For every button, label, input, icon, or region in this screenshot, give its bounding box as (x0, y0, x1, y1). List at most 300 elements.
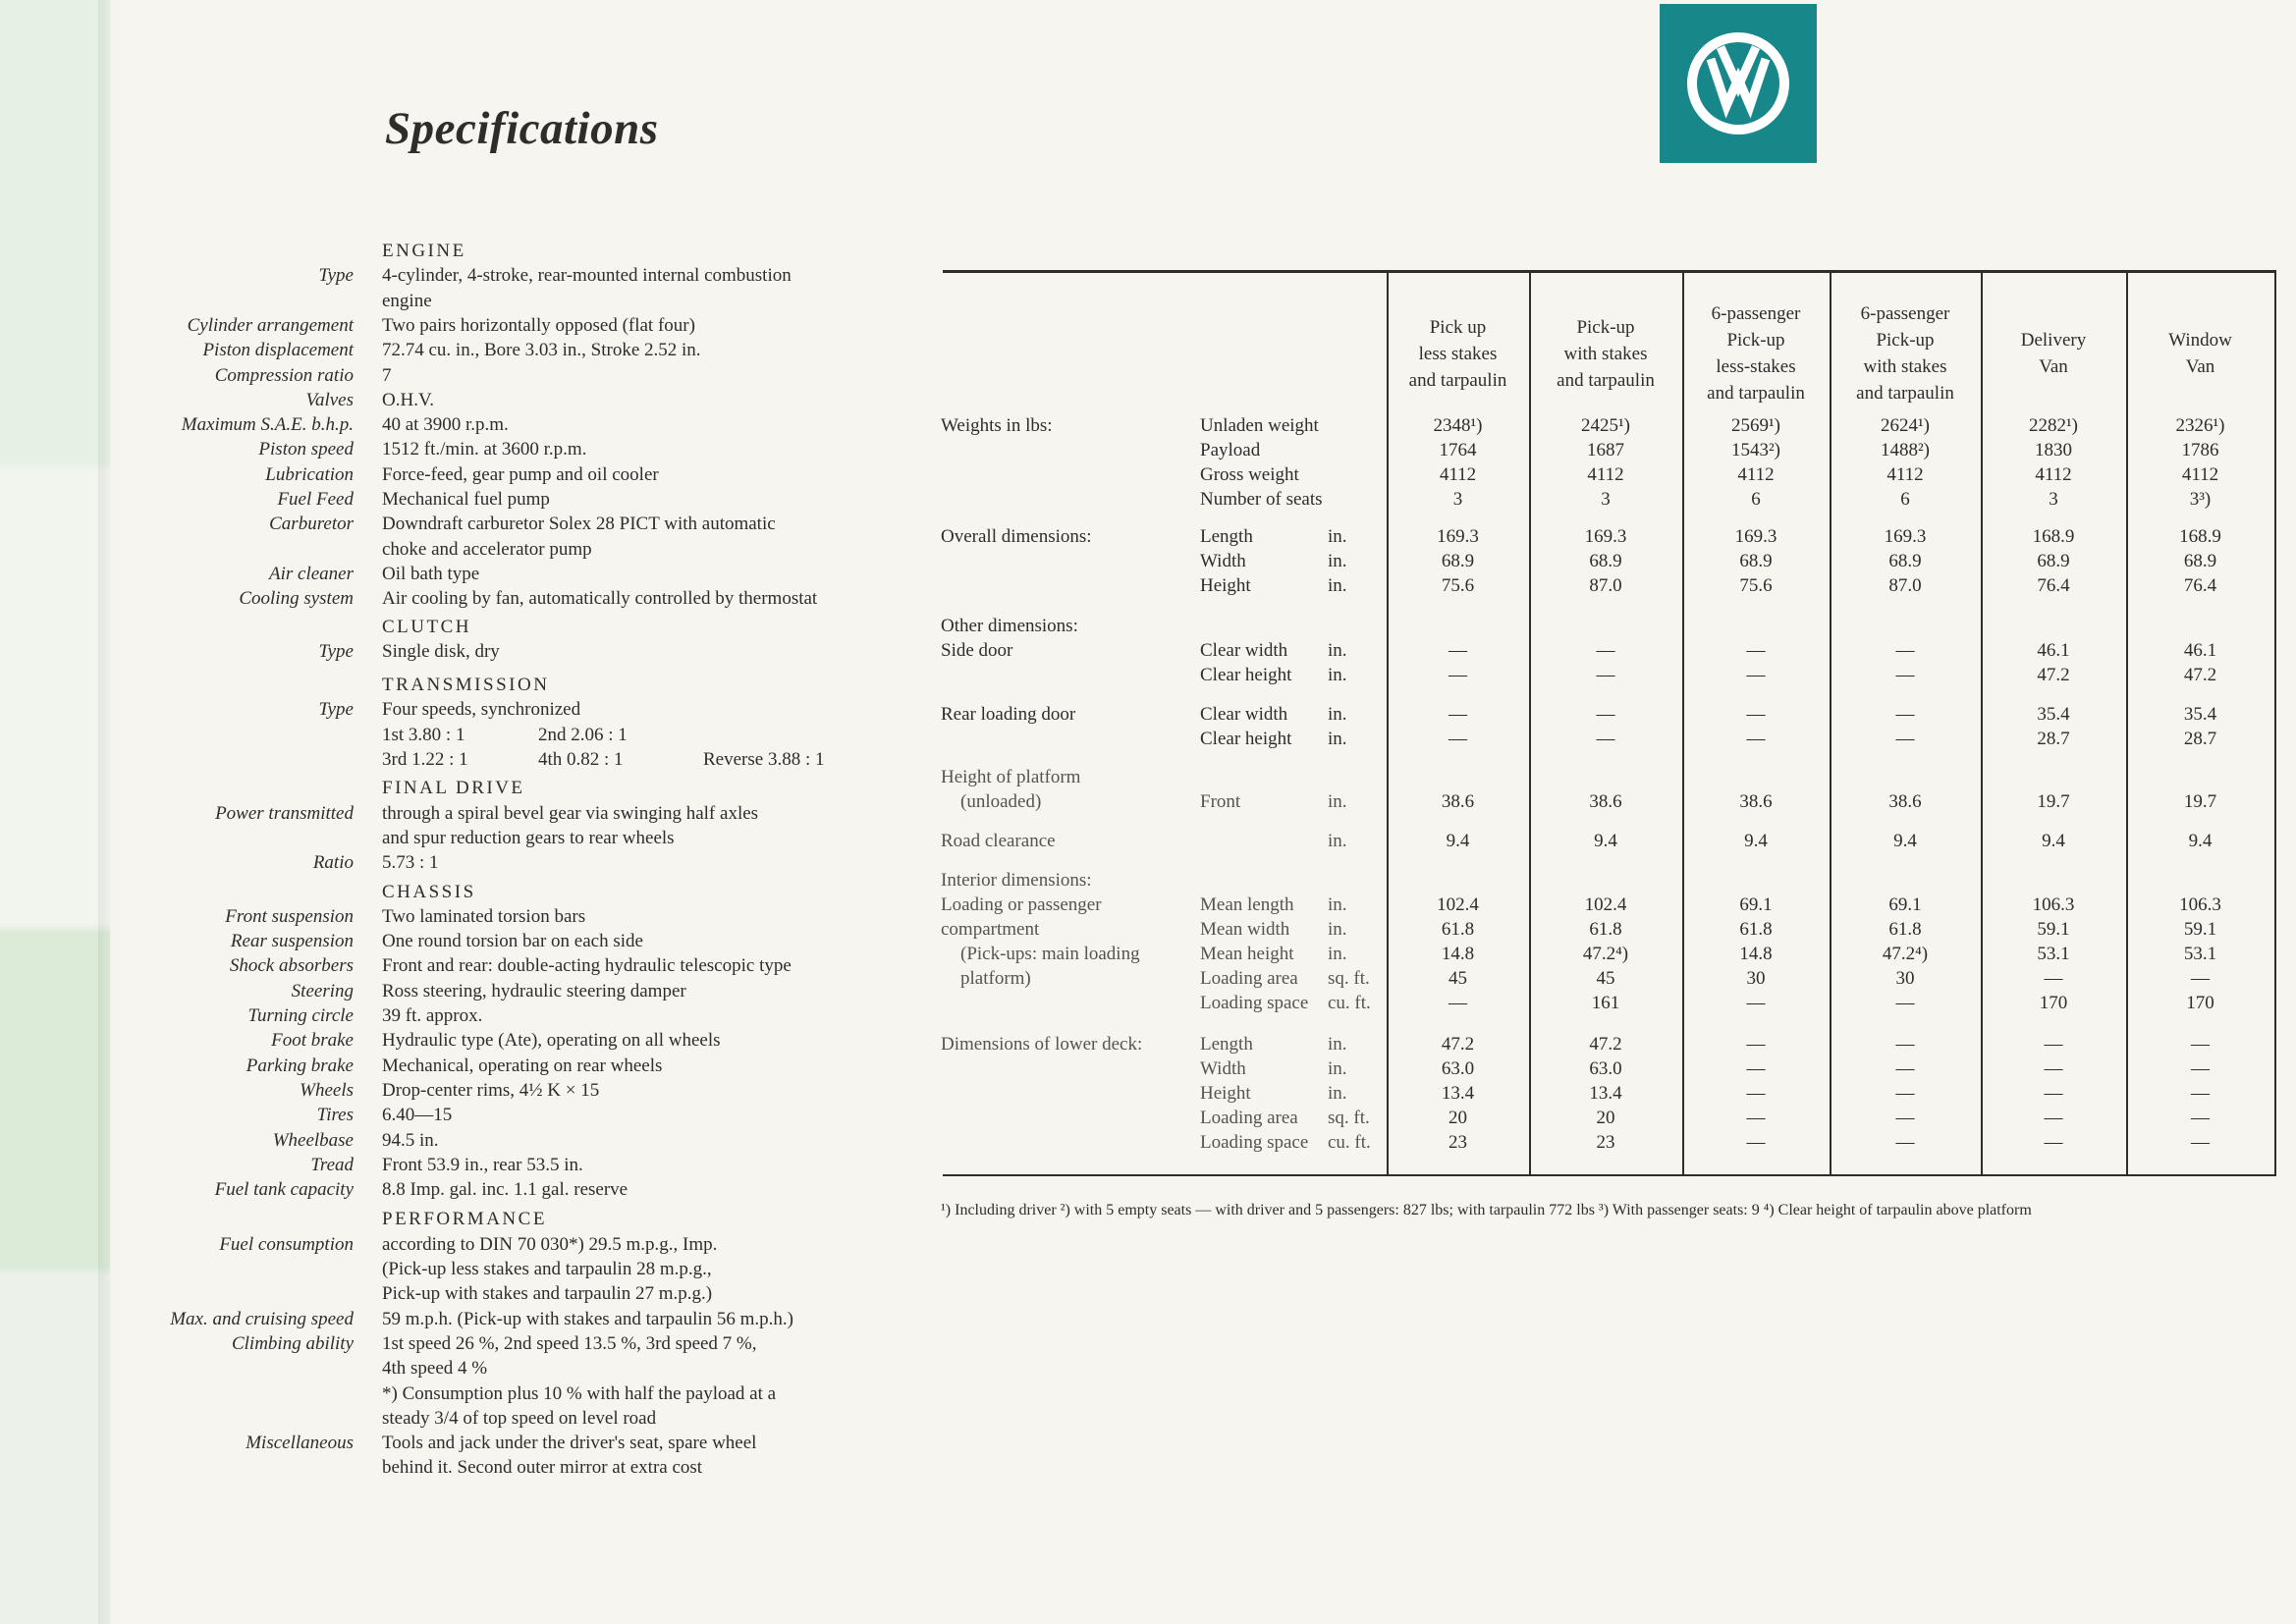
table-cell: — (1895, 1108, 1915, 1128)
table-row-unit: in. (1328, 894, 1347, 915)
table-cell: — (2044, 1108, 2063, 1128)
table-cell: 61.8 (1589, 919, 1622, 940)
table-cell: 20 (1449, 1108, 1467, 1128)
spec-label: Maximum S.A.E. b.h.p. (181, 414, 354, 436)
spec-value: Hydraulic type (Ate), operating on all wheels (382, 1030, 721, 1052)
column-header-line: 6-passenger (1860, 303, 1950, 324)
spec-value: One round torsion bar on each side (382, 931, 643, 952)
table-cell: — (1596, 704, 1615, 725)
table-cell: 47.2⁴) (1882, 944, 1929, 964)
spec-label: Miscellaneous (246, 1433, 354, 1454)
table-row-category: compartment (941, 919, 1040, 940)
table-cell: — (1449, 665, 1467, 685)
table-cell: 1488²) (1880, 440, 1931, 460)
table-cell: 35.4 (2183, 704, 2217, 725)
spec-label: Wheelbase (272, 1129, 354, 1151)
table-column-header (1682, 299, 1830, 407)
table-cell: 76.4 (2037, 575, 2070, 596)
table-cell: — (2191, 1132, 2210, 1153)
table-cell: 19.7 (2037, 791, 2070, 812)
table-cell: 170 (2186, 993, 2214, 1013)
table-row-parameter: Mean height (1200, 944, 1294, 964)
spec-label: Max. and cruising speed (170, 1308, 354, 1329)
table-row-unit: in. (1328, 729, 1347, 749)
column-header-line: and tarpaulin (1408, 369, 1507, 391)
table-cell: 168.9 (2179, 526, 2221, 547)
table-row-unit: in. (1328, 791, 1347, 812)
table-cell: 76.4 (2183, 575, 2217, 596)
table-row-unit: in. (1328, 1083, 1347, 1104)
table-row-parameter: Loading space (1200, 993, 1309, 1013)
table-cell: 13.4 (1441, 1083, 1475, 1104)
spec-value: O.H.V. (382, 389, 434, 410)
column-header-line: Van (2185, 356, 2215, 377)
column-header-line: Pick up (1429, 316, 1487, 338)
spec-value: behind it. Second outer mirror at extra cost (382, 1457, 703, 1479)
table-row-unit: in. (1328, 831, 1347, 851)
table-column-header (1529, 299, 1682, 407)
table-cell: — (1895, 1083, 1915, 1104)
table-cell: 3 (2049, 489, 2058, 510)
spec-value: 5.73 : 1 (382, 852, 439, 874)
spec-label: Type (318, 640, 354, 662)
table-cell: 46.1 (2183, 640, 2217, 661)
table-cell: 69.1 (1739, 894, 1773, 915)
table-cell: — (1746, 993, 1766, 1013)
table-row-parameter: Height (1200, 1083, 1251, 1104)
table-cell: 19.7 (2183, 791, 2217, 812)
table-cell: — (1746, 1058, 1766, 1079)
spec-value: through a spiral bevel gear via swinging half axles (382, 802, 759, 824)
table-cell: 23 (1596, 1132, 1615, 1153)
vw-emblem-icon (1660, 4, 1817, 163)
table-cell: 61.8 (1739, 919, 1773, 940)
table-cell: 20 (1596, 1108, 1615, 1128)
section-heading: ENGINE (382, 241, 466, 261)
spec-label: Power transmitted (215, 802, 354, 824)
table-cell: 63.0 (1589, 1058, 1622, 1079)
table-cell: 69.1 (1888, 894, 1922, 915)
table-row-parameter: Loading area (1200, 1108, 1298, 1128)
table-cell: — (1895, 993, 1915, 1013)
table-row-category: Interior dimensions: (941, 870, 1092, 891)
spec-value: Ross steering, hydraulic steering damper (382, 980, 686, 1001)
table-cell: 9.4 (2042, 831, 2065, 851)
table-cell: — (1895, 1058, 1915, 1079)
spec-label: Steering (291, 980, 354, 1001)
table-row-unit: in. (1328, 575, 1347, 596)
table-row-category: Height of platform (941, 767, 1081, 787)
table-cell: — (2044, 1083, 2063, 1104)
column-header-line: less stakes (1418, 343, 1498, 364)
table-row-category: Side door (941, 640, 1013, 661)
table-top-rule (943, 270, 2276, 273)
table-cell: 6 (1900, 489, 1910, 510)
spec-value: Single disk, dry (382, 640, 500, 662)
table-cell: 2624¹) (1880, 415, 1931, 436)
table-cell: — (1895, 665, 1915, 685)
spec-value: Pick-up with stakes and tarpaulin 27 m.p.g.) (382, 1283, 713, 1305)
spec-label: Tires (316, 1105, 354, 1126)
table-cell: 87.0 (1589, 575, 1622, 596)
section-heading: PERFORMANCE (382, 1209, 547, 1230)
table-cell: 38.6 (1888, 791, 1922, 812)
spec-label: Ratio (312, 852, 354, 874)
gear-ratio: 1st 3.80 : 1 (382, 724, 465, 745)
column-header-line: with stakes (1863, 356, 1947, 377)
table-cell: 106.3 (2179, 894, 2221, 915)
table-cell: — (1449, 729, 1467, 749)
table-row-unit: in. (1328, 551, 1347, 571)
table-cell: — (1596, 640, 1615, 661)
spec-value: 1st speed 26 %, 2nd speed 13.5 %, 3rd speed 7 %, (382, 1332, 757, 1354)
table-cell: — (1746, 1083, 1766, 1104)
table-cell: 3 (1601, 489, 1611, 510)
table-cell: 106.3 (2032, 894, 2075, 915)
table-cell: 4112 (2181, 464, 2219, 485)
table-cell: — (2044, 968, 2063, 989)
table-cell: 68.9 (1589, 551, 1622, 571)
table-row-unit: in. (1328, 640, 1347, 661)
table-cell: 47.2 (1589, 1034, 1622, 1055)
spec-label: Cooling system (239, 588, 354, 610)
section-heading: CHASSIS (382, 881, 476, 902)
spec-value: 7 (382, 364, 392, 386)
column-header-line: Pick-up (1726, 330, 1785, 351)
table-cell: — (2044, 1058, 2063, 1079)
gear-ratio: 4th 0.82 : 1 (538, 749, 624, 770)
table-cell: 2569¹) (1730, 415, 1781, 436)
table-cell: 3³) (2189, 489, 2212, 510)
table-cell: 47.2 (1441, 1034, 1475, 1055)
table-row-unit: in. (1328, 665, 1347, 685)
table-cell: 2348¹) (1433, 415, 1483, 436)
page-title: Specifications (385, 103, 659, 154)
table-column-header (1830, 299, 1981, 407)
table-row-unit: sq. ft. (1328, 1108, 1370, 1128)
table-cell: 30 (1895, 968, 1915, 989)
table-cell: 9.4 (1893, 831, 1917, 851)
table-row-parameter: Loading area (1200, 968, 1298, 989)
column-header-line: 6-passenger (1711, 303, 1801, 324)
table-cell: 169.3 (1884, 526, 1927, 547)
table-cell: 53.1 (2183, 944, 2217, 964)
table-cell: — (1746, 640, 1766, 661)
table-row-parameter: Number of seats (1200, 489, 1323, 510)
spec-value: Force-feed, gear pump and oil cooler (382, 463, 659, 485)
spec-value: choke and accelerator pump (382, 538, 592, 560)
spec-label: Valves (305, 389, 354, 410)
table-cell: 161 (1591, 993, 1620, 1013)
table-cell: — (2044, 1034, 2063, 1055)
section-heading: CLUTCH (382, 616, 471, 637)
table-row-parameter: Clear height (1200, 729, 1292, 749)
table-cell: 63.0 (1441, 1058, 1475, 1079)
table-cell: — (1746, 729, 1766, 749)
spec-label: Carburetor (269, 514, 354, 535)
table-row-parameter: Length (1200, 526, 1253, 547)
spec-value: steady 3/4 of top speed on level road (382, 1407, 657, 1429)
table-cell: — (1746, 1132, 1766, 1153)
table-cell: 68.9 (1441, 551, 1475, 571)
table-row-category: Other dimensions: (941, 616, 1078, 636)
table-cell: 1764 (1439, 440, 1477, 460)
table-cell: 9.4 (2188, 831, 2213, 851)
spec-value: 39 ft. approx. (382, 1005, 483, 1026)
table-row-parameter: Width (1200, 551, 1246, 571)
table-cell: 38.6 (1739, 791, 1773, 812)
table-cell: 28.7 (2037, 729, 2070, 749)
table-cell: 14.8 (1441, 944, 1475, 964)
table-row-category: Dimensions of lower deck: (941, 1034, 1143, 1055)
table-cell: 4112 (1737, 464, 1775, 485)
table-cell: 169.3 (1734, 526, 1777, 547)
table-cell: 170 (2039, 993, 2068, 1013)
spec-value: Tools and jack under the driver's seat, spare wheel (382, 1433, 757, 1454)
table-cell: 2425¹) (1580, 415, 1631, 436)
spec-value: 6.40—15 (382, 1105, 453, 1126)
table-cell: 68.9 (1739, 551, 1773, 571)
spec-label: Type (318, 265, 354, 287)
spec-value: 40 at 3900 r.p.m. (382, 414, 509, 436)
spec-label: Air cleaner (268, 563, 354, 584)
spec-label: Parking brake (246, 1055, 354, 1076)
table-cell: 102.4 (1437, 894, 1479, 915)
table-cell: 68.9 (2183, 551, 2217, 571)
table-cell: 47.2 (2183, 665, 2217, 685)
table-row-unit: in. (1328, 526, 1347, 547)
section-heading: FINAL DRIVE (382, 778, 525, 799)
table-cell: 1687 (1587, 440, 1624, 460)
table-cell: 68.9 (2037, 551, 2070, 571)
table-cell: 1543²) (1730, 440, 1781, 460)
spec-label: Shock absorbers (229, 955, 354, 977)
table-cell: — (1895, 729, 1915, 749)
table-cell: — (2191, 968, 2210, 989)
column-header-line: Pick-up (1576, 316, 1635, 338)
table-row-category: platform) (960, 968, 1031, 989)
spec-label: Climbing ability (231, 1332, 354, 1354)
spec-value: Oil bath type (382, 563, 480, 584)
spec-label: Type (318, 699, 354, 721)
spec-label: Turning circle (247, 1005, 354, 1026)
table-cell: — (1596, 665, 1615, 685)
gear-ratio: 3rd 1.22 : 1 (382, 749, 468, 770)
table-row-parameter: Mean length (1200, 894, 1294, 915)
table-row-unit: cu. ft. (1328, 1132, 1371, 1153)
table-row-unit: cu. ft. (1328, 993, 1371, 1013)
column-header-line: and tarpaulin (1707, 383, 1805, 404)
spec-value: Mechanical, operating on rear wheels (382, 1055, 663, 1076)
table-cell: 4112 (1439, 464, 1477, 485)
table-cell: — (1746, 1034, 1766, 1055)
table-cell: 75.6 (1441, 575, 1475, 596)
table-cell: 61.8 (1888, 919, 1922, 940)
table-row-parameter: Front (1200, 791, 1241, 812)
table-cell: 87.0 (1888, 575, 1922, 596)
table-cell: 47.2 (2037, 665, 2070, 685)
column-header-line: and tarpaulin (1856, 383, 1954, 404)
table-cell: 4112 (1587, 464, 1624, 485)
spec-label: Fuel tank capacity (214, 1179, 354, 1201)
table-cell: 2326¹) (2175, 415, 2225, 436)
table-row-category: Rear loading door (941, 704, 1076, 725)
spec-value: Two laminated torsion bars (382, 905, 586, 927)
spec-value: 4th speed 4 % (382, 1358, 488, 1380)
table-cell: 75.6 (1739, 575, 1773, 596)
spec-value: Front 53.9 in., rear 53.5 in. (382, 1154, 583, 1175)
table-cell: — (2191, 1058, 2210, 1079)
spec-label: Wheels (300, 1079, 354, 1101)
table-cell: 1786 (2181, 440, 2219, 460)
table-row-parameter: Width (1200, 1058, 1246, 1079)
table-row-category: (Pick-ups: main loading (960, 944, 1140, 964)
spec-label: Front suspension (225, 905, 354, 927)
table-row-parameter: Gross weight (1200, 464, 1299, 485)
table-cell: 168.9 (2032, 526, 2075, 547)
table-cell: 9.4 (1594, 831, 1617, 851)
table-cell: 9.4 (1446, 831, 1470, 851)
spec-value: 59 m.p.h. (Pick-up with stakes and tarpaulin 56 m.p.h.) (382, 1308, 793, 1329)
table-cell: — (1449, 704, 1467, 725)
spec-value: Two pairs horizontally opposed (flat four) (382, 314, 695, 336)
spec-value: 1512 ft./min. at 3600 r.p.m. (382, 439, 587, 460)
table-cell: 59.1 (2183, 919, 2217, 940)
spec-value: Four speeds, synchronized (382, 699, 581, 721)
table-cell: 68.9 (1888, 551, 1922, 571)
table-row-unit: in. (1328, 1034, 1347, 1055)
spec-label: Compression ratio (214, 364, 354, 386)
section-heading: TRANSMISSION (382, 675, 550, 696)
spec-value: and spur reduction gears to rear wheels (382, 827, 675, 848)
table-cell: 30 (1746, 968, 1766, 989)
table-cell: 61.8 (1441, 919, 1475, 940)
table-cell: — (1596, 729, 1615, 749)
table-cell: 169.3 (1584, 526, 1627, 547)
spec-value: 94.5 in. (382, 1129, 439, 1151)
gear-ratio: 2nd 2.06 : 1 (538, 724, 628, 745)
table-row-category: Road clearance (941, 831, 1056, 851)
table-row-parameter: Clear width (1200, 704, 1288, 725)
table-row-category: Loading or passenger (941, 894, 1102, 915)
table-cell: — (1895, 640, 1915, 661)
table-cell: 14.8 (1739, 944, 1773, 964)
column-header-line: Window (2168, 330, 2232, 351)
table-cell: — (1895, 1034, 1915, 1055)
table-cell: 46.1 (2037, 640, 2070, 661)
column-header-line: Van (2039, 356, 2068, 377)
column-header-line: less-stakes (1716, 356, 1796, 377)
table-cell: — (1746, 704, 1766, 725)
table-cell: 9.4 (1744, 831, 1768, 851)
table-cell: — (1449, 993, 1467, 1013)
table-cell: — (2191, 1034, 2210, 1055)
table-row-unit: in. (1328, 1058, 1347, 1079)
table-column-header (2126, 299, 2274, 407)
table-cell: 23 (1449, 1132, 1467, 1153)
spec-label: Lubrication (265, 463, 354, 485)
table-cell: 169.3 (1437, 526, 1479, 547)
table-cell: — (2191, 1083, 2210, 1104)
column-header-line: Pick-up (1876, 330, 1935, 351)
column-header-line: with stakes (1563, 343, 1648, 364)
table-cell: 4112 (2035, 464, 2072, 485)
table-cell: 6 (1751, 489, 1761, 510)
table-row-parameter: Payload (1200, 440, 1261, 460)
table-row-category: Overall dimensions: (941, 526, 1092, 547)
spec-label: Rear suspension (230, 931, 354, 952)
spec-label: Tread (310, 1154, 354, 1175)
table-row-parameter: Clear width (1200, 640, 1288, 661)
table-cell: 2282¹) (2028, 415, 2079, 436)
spec-value: Downdraft carburetor Solex 28 PICT with automatic (382, 514, 776, 535)
table-row-parameter: Loading space (1200, 1132, 1309, 1153)
spec-value: 4-cylinder, 4-stroke, rear-mounted internal combustion (382, 265, 792, 287)
table-cell: 45 (1596, 968, 1615, 989)
table-bottom-rule (943, 1174, 2276, 1176)
table-row-unit: in. (1328, 704, 1347, 725)
table-cell: 59.1 (2037, 919, 2070, 940)
table-footnote: ¹) Including driver ²) with 5 empty seats — with driver and 5 passengers: 827 lbs; with tarpaulin 772 lbs ³) With passenger seats: 9 ⁴) Clear height of tarpaulin above platform (941, 1202, 2032, 1218)
spec-label: Fuel consumption (219, 1233, 354, 1255)
gear-ratio: Reverse 3.88 : 1 (703, 749, 825, 770)
table-row-unit: in. (1328, 944, 1347, 964)
table-row-parameter: Mean width (1200, 919, 1290, 940)
spec-value: 8.8 Imp. gal. inc. 1.1 gal. reserve (382, 1179, 629, 1201)
spec-label: Piston speed (258, 439, 354, 460)
table-row-parameter: Clear height (1200, 665, 1292, 685)
table-cell: 53.1 (2037, 944, 2070, 964)
table-cell: 4112 (1886, 464, 1924, 485)
table-cell: — (1746, 1108, 1766, 1128)
table-column-header (1981, 299, 2126, 407)
table-cell: 38.6 (1441, 791, 1475, 812)
table-right-border (2274, 273, 2276, 1174)
table-cell: 47.2⁴) (1582, 944, 1629, 964)
table-cell: — (1449, 640, 1467, 661)
table-cell: 38.6 (1589, 791, 1622, 812)
spec-value: Mechanical fuel pump (382, 489, 550, 510)
vw-logo (1660, 4, 1817, 163)
spec-label: Foot brake (271, 1030, 354, 1052)
table-row-category: Weights in lbs: (941, 415, 1053, 436)
table-cell: — (2191, 1108, 2210, 1128)
spec-value: according to DIN 70 030*) 29.5 m.p.g., Imp. (382, 1233, 718, 1255)
spec-value: Drop-center rims, 4½ K × 15 (382, 1079, 600, 1101)
spec-value: Air cooling by fan, automatically controlled by thermostat (382, 588, 818, 610)
spec-value: engine (382, 290, 432, 311)
spec-value: (Pick-up less stakes and tarpaulin 28 m.p.g., (382, 1259, 712, 1279)
table-cell: 28.7 (2183, 729, 2217, 749)
table-cell: — (1895, 704, 1915, 725)
column-header-line: Delivery (2020, 330, 2087, 351)
spec-label: Cylinder arrangement (187, 314, 354, 336)
spec-value: Front and rear: double-acting hydraulic telescopic type (382, 955, 792, 977)
spec-value: *) Consumption plus 10 % with half the payload at a (382, 1382, 777, 1404)
table-cell: 102.4 (1584, 894, 1627, 915)
spec-value: 72.74 cu. in., Bore 3.03 in., Stroke 2.52 in. (382, 340, 701, 361)
table-cell: — (1895, 1132, 1915, 1153)
table-cell: 35.4 (2037, 704, 2070, 725)
table-cell: 1830 (2035, 440, 2072, 460)
table-row-unit: sq. ft. (1328, 968, 1370, 989)
column-header-line: and tarpaulin (1557, 369, 1655, 391)
table-row-unit: in. (1328, 919, 1347, 940)
spec-label: Fuel Feed (277, 489, 354, 510)
table-cell: 13.4 (1589, 1083, 1622, 1104)
table-row-parameter: Height (1200, 575, 1251, 596)
table-row-category: (unloaded) (960, 791, 1042, 812)
